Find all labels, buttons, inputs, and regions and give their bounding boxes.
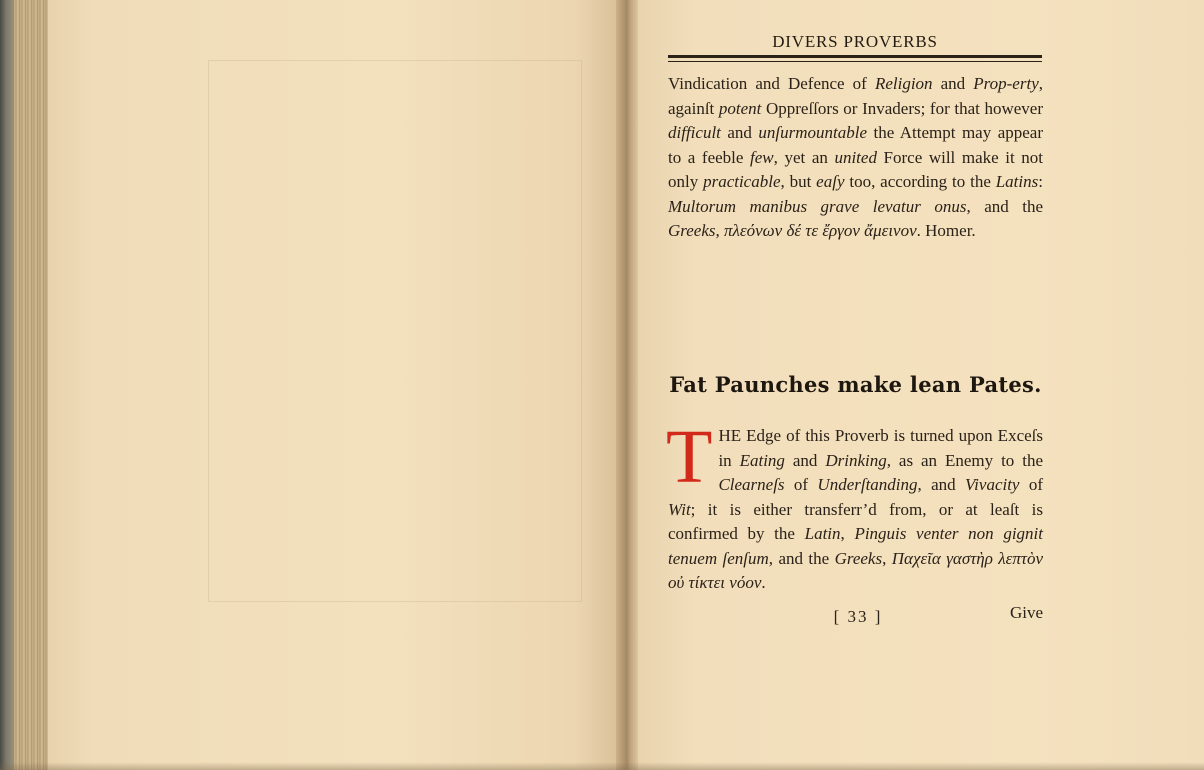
page-edges [14, 0, 50, 770]
catchword: Give [1009, 603, 1043, 622]
head-rule-thin [668, 61, 1042, 62]
bottom-shadow [0, 762, 1204, 770]
drop-cap: T [666, 415, 713, 499]
proverb-commentary: T HE Edge of this Proverb is turned upon Exceſs in Eating and Drinking, as an Enemy to the Clearneſs of Underſtanding, and Vivacity of Wit; it is either transferr’d from, or at leaſt is confirmed by the Latin, Pinguis venter non gignit tenuem ſenſum, and the Greeks, Παχεῖα γαστὴρ λεπτὸν οὐ τίκτει νόον. [666, 415, 1044, 592]
page-number: [ 33 ] [833, 607, 883, 626]
gutter-fold [616, 0, 640, 770]
book-spine [0, 0, 14, 770]
head-rule-thick [668, 55, 1042, 58]
continued-paragraph: Vindication and Defence of Religion and Prop-erty, againſt potent Oppreſſors or Invaders; for that however difficult and unſurmountable the Attempt may appear to a feeble few, yet an united Force will make it not only practicable, but eaſy too, according to the Latins: Multorum manibus grave levatur onus, and the Greeks, πλεόνων δέ τε ἔργον ἄμεινον. Homer. [668, 74, 1043, 240]
show-through-frame [208, 60, 582, 602]
proverb-heading: Fat Paunches make lean Pates. [669, 372, 1042, 397]
running-head: DIVERS PROVERBS [772, 32, 938, 51]
